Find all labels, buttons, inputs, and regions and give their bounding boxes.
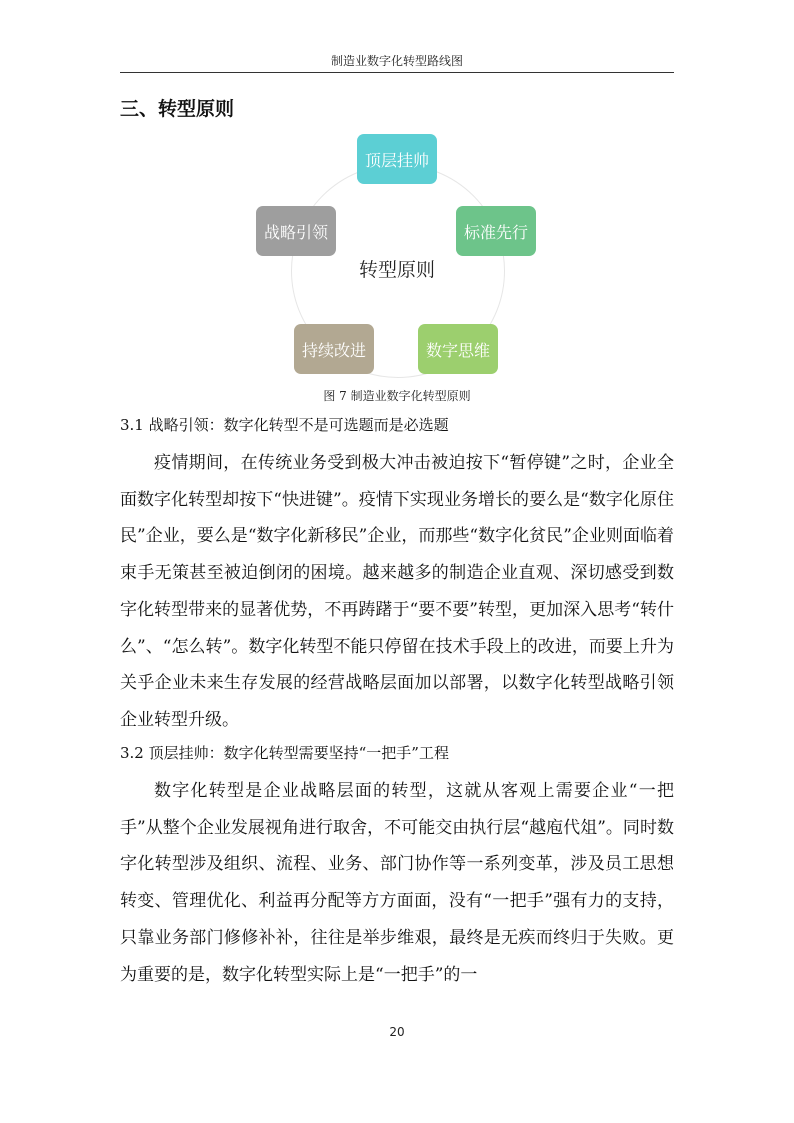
- principles-diagram: [120, 124, 674, 382]
- running-header: 制造业数字化转型路线图: [330, 54, 463, 68]
- section-heading: 三、转型原则: [120, 98, 235, 120]
- header-rule: [120, 72, 674, 73]
- paragraph-3-1: 疫情期间，在传统业务受到极大冲击被迫按下“暂停键”之时，企业全面数字化转型却按下“快进键”。疫情下实现业务增长的要么是“数字化原住民”企业，要么是“数字化新移民”企业，而那些“数字化贫民”企业则面临着束手无策甚至被迫倒闭的困境。越来越多的制造企业直观、深切感受到数字化转型带来的显著优势，不再踌躇于“要不要”转型，更加深入思考“转什么”、“怎么转”。数字化转型不能只停留在技术手段上的改进，而要上升为关乎企业未来生存发展的经营战略层面加以部署，以数字化转型战略引领企业转型升级。: [120, 453, 674, 730]
- page-number: 20: [389, 1025, 405, 1039]
- node-digital-thinking: 数字思维: [418, 324, 498, 374]
- subsection-heading-3-1: 3.1 战略引领：数字化转型不是可选题而是必选题: [120, 416, 449, 434]
- diagram-center-label: 转型原则: [358, 259, 435, 281]
- figure-caption: 图 7 制造业数字化转型原则: [323, 389, 471, 403]
- node-standards-first: 标准先行: [456, 206, 536, 256]
- paragraph-3-2: 数字化转型是企业战略层面的转型，这就从客观上需要企业“一把手”从整个企业发展视角进行取舍，不可能交由执行层“越庖代俎”。同时数字化转型涉及组织、流程、业务、部门协作等一系列变革，涉及员工思想转变、管理优化、利益再分配等方方面面，没有“一把手”强有力的支持，只靠业务部门修修补补，往往是举步维艰，最终是无疾而终归于失败。更为重要的是，数字化转型实际上是“一把手”的一: [120, 781, 674, 985]
- node-top-leadership: 顶层挂帅: [357, 134, 437, 184]
- node-strategic-leadership: 战略引领: [256, 206, 336, 256]
- node-continuous-improvement: 持续改进: [294, 324, 374, 374]
- subsection-heading-3-2: 3.2 顶层挂帅：数字化转型需要坚持“一把手”工程: [120, 744, 449, 762]
